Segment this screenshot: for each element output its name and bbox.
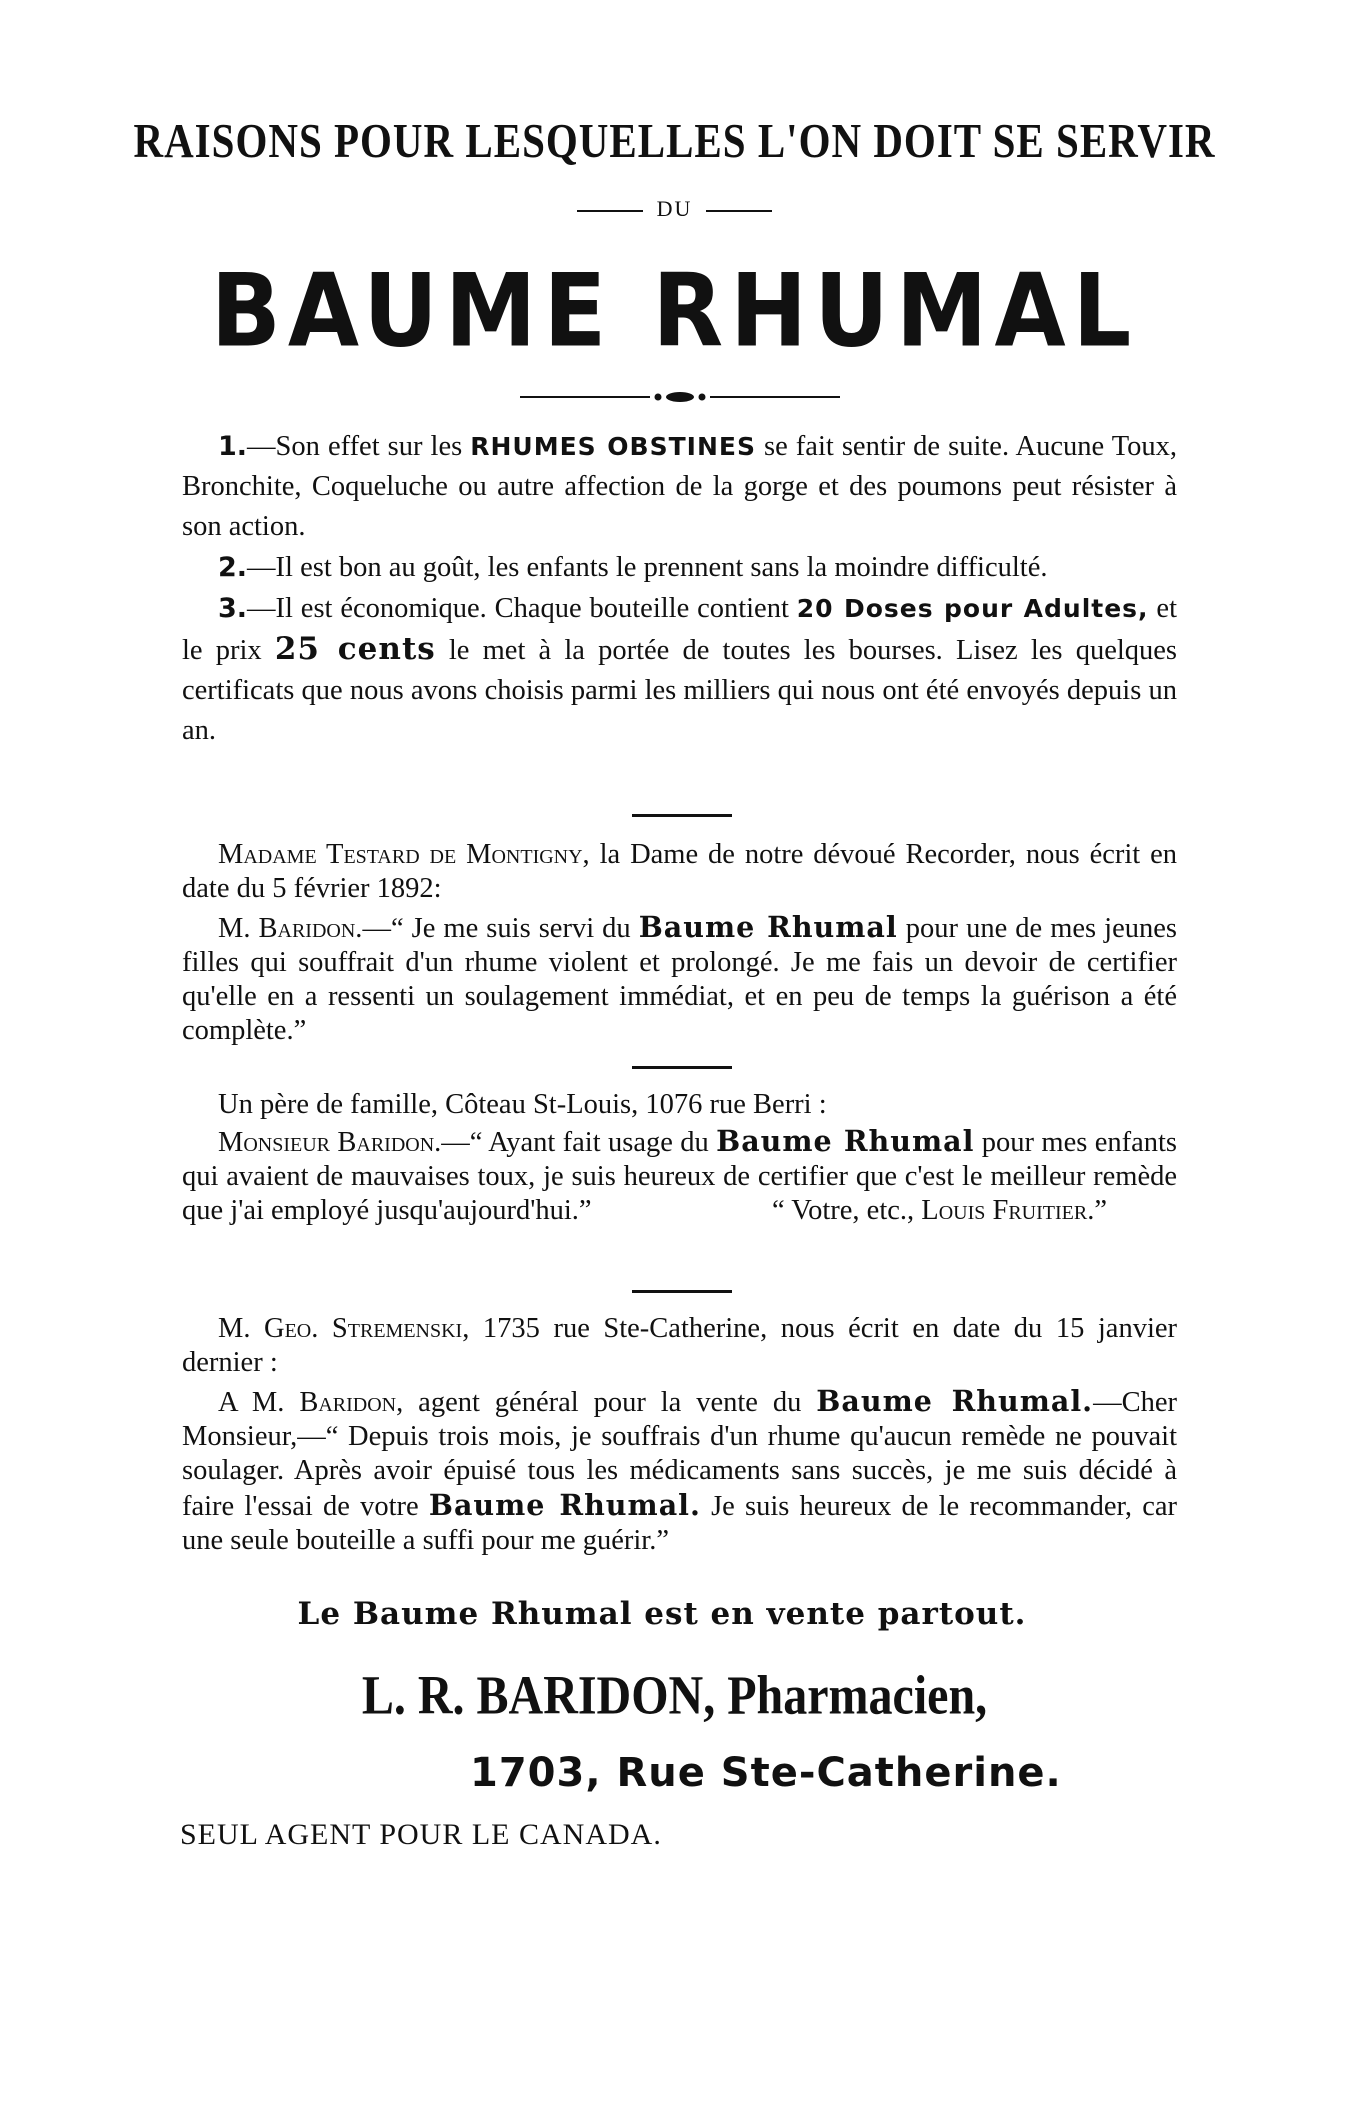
testimonial-2-addressee: Monsieur Baridon.	[218, 1127, 442, 1158]
testimonial-3-author: M. Geo. Stremenski,	[218, 1313, 470, 1344]
testimonial-1-intro	[182, 838, 1177, 906]
reason-3-number: 3.	[218, 593, 248, 624]
testimonial-1-intro-text: la Dame de notre dévoué Recorder, nous écrit en date du 5 février 1892:	[182, 839, 1177, 904]
reason-1-text-b: se fait sentir de suite. Aucune Toux, Bronchite, Coqueluche ou autre affection de la gorge et des poumons peut résister à son action.	[182, 431, 1178, 542]
testimonial-2-product: Baume Rhumal	[716, 1124, 975, 1158]
du-divider	[0, 196, 1349, 222]
testimonial-3-intro	[182, 1312, 1177, 1380]
reason-1-text-a: —Son effet sur les	[247, 431, 471, 462]
testimonial-2-signoff-end: ”	[1094, 1195, 1107, 1226]
testimonial-3	[182, 1312, 1177, 1558]
testimonial-1-quote-a: —“ Je me suis servi du	[362, 913, 639, 944]
availability-line: Le Baume Rhumal est en vente partout.	[297, 1596, 1027, 1632]
testimonial-1-addressee: M. Baridon.	[218, 913, 363, 944]
testimonial-1	[182, 838, 1177, 1048]
testimonial-1-product: Baume Rhumal	[638, 910, 898, 944]
reason-3-emphasis-price: 25 cents	[274, 631, 436, 667]
reason-1	[182, 427, 1177, 547]
pharmacist-name: L. R. BARIDON, Pharmacien,	[361, 1665, 988, 1727]
separator-rule	[632, 814, 732, 817]
testimonial-3-product-b: Baume Rhumal.	[428, 1488, 701, 1522]
reason-2	[182, 548, 1177, 588]
reason-3	[182, 589, 1177, 751]
testimonial-3-quote	[182, 1384, 1177, 1558]
du-label: DU	[656, 196, 693, 221]
reason-3-text-a: —Il est économique. Chaque bouteille contient	[247, 593, 797, 624]
testimonial-1-quote	[182, 910, 1177, 1048]
du-right-rule	[706, 210, 772, 212]
testimonial-3-quote-a: —Cher Monsieur,—“ Depuis trois mois, je souffrais d'un rhume qu'aucun remède ne pouvait soulager. Après avoir épuisé tous les médicaments sans succès, je me suis décidé à faire l'essai de votre	[182, 1387, 1177, 1522]
separator-rule	[632, 1290, 732, 1293]
testimonial-2	[182, 1088, 1177, 1228]
testimonial-3-intro-text: 1735 rue Ste-Catherine, nous écrit en date du 15 janvier dernier :	[182, 1313, 1177, 1378]
testimonial-2-intro: Un père de famille, Côteau St-Louis, 1076 rue Berri :	[218, 1089, 827, 1120]
ornament-divider	[520, 390, 840, 404]
testimonial-1-author: Madame Testard de Montigny,	[218, 839, 590, 870]
testimonial-3-addr-b: agent général pour la vente du	[403, 1387, 817, 1418]
reason-3-emphasis-doses: 20 Doses pour Adultes,	[796, 594, 1149, 623]
store-address: 1703, Rue Ste-Catherine.	[470, 1750, 1062, 1796]
sole-agent-line: SEUL AGENT POUR LE CANADA.	[180, 1818, 662, 1851]
testimonial-2-quote-b: pour mes enfants qui avaient de mauvaises toux, je suis heureux de certifier que c'est le meilleur remède que j'ai employé jusqu'aujourd'hui.”	[182, 1127, 1177, 1226]
product-title: BAUME RHUMAL	[210, 252, 1139, 370]
testimonial-2-quote-a: —“ Ayant fait usage du	[441, 1127, 717, 1158]
separator-rule	[632, 1066, 732, 1069]
reason-3-text-b: et le prix	[182, 593, 1177, 666]
reason-3-text-c: le met à la portée de toutes les bourses. Lisez les quelques certificats que nous avons choisis parmi les milliers qui nous ont été envoyés depuis un an.	[182, 635, 1178, 746]
testimonial-3-addr-a: A M.	[218, 1387, 300, 1418]
reason-1-emphasis: RHUMES OBSTINES	[470, 432, 756, 461]
reason-1-number: 1.	[218, 431, 248, 462]
testimonial-3-product-a: Baume Rhumal.	[816, 1384, 1094, 1418]
testimonial-2-signer: Louis Fruitier.	[921, 1195, 1095, 1226]
reasons-section	[182, 427, 1177, 751]
testimonial-3-quote-b: Je suis heureux de le recommander, car une seule bouteille a suffi pour me guérir.”	[182, 1491, 1177, 1556]
reason-2-number: 2.	[218, 552, 248, 583]
testimonial-1-quote-b: pour une de mes jeunes filles qui souffrait d'un rhume violent et prolongé. Je me fais un devoir de certifier qu'elle en a ressenti un soulagement immédiat, et en peu de temps la guérison a été complète.”	[182, 913, 1177, 1046]
testimonial-2-signoff-text: “ Votre, etc.,	[771, 1195, 922, 1226]
header-title: RAISONS POUR LESQUELLES L'ON DOIT SE SERVIR	[133, 113, 1216, 168]
du-left-rule	[577, 210, 643, 212]
testimonial-3-addressee: Baridon,	[299, 1387, 404, 1418]
reason-2-text: —Il est bon au goût, les enfants le prennent sans la moindre difficulté.	[247, 552, 1048, 583]
